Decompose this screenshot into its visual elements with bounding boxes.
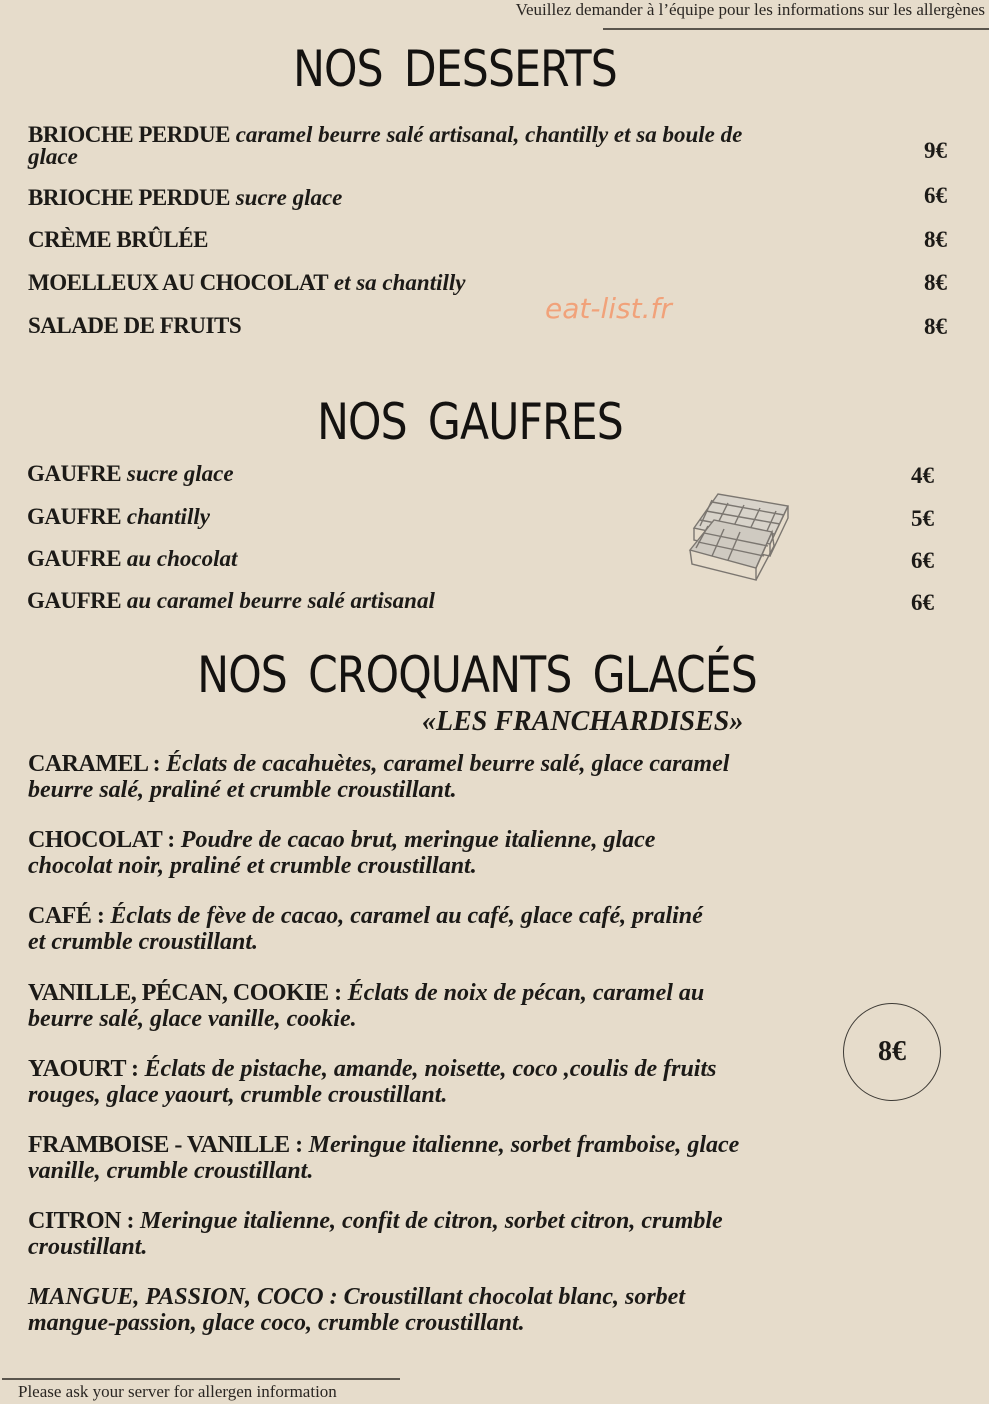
- gaufre-desc: sucre glace: [126, 461, 234, 486]
- croquant-item: [28, 1284, 828, 1336]
- croquant-desc-cont: croustillant.: [28, 1234, 148, 1260]
- watermark: eat-list.fr: [545, 292, 672, 325]
- gaufre-name: GAUFRE: [27, 504, 122, 529]
- croquant-desc-cont: et crumble croustillant.: [28, 929, 259, 955]
- gaufre-price: 6€: [911, 548, 934, 573]
- croquant-desc: Poudre de cacao brut, meringue italienne, glace: [180, 827, 656, 853]
- croquant-item: [28, 827, 828, 879]
- croquant-desc-cont: chocolat noir, praliné et crumble croustillant.: [28, 853, 477, 879]
- croquants-price-badge: 8€: [843, 1003, 941, 1101]
- croquant-desc: Éclats de pistache, amande, noisette, coco ,coulis de fruits: [144, 1056, 717, 1082]
- gaufre-price: 6€: [911, 590, 934, 615]
- desserts-title: NOS DESSERTS: [293, 40, 617, 98]
- croquant-desc-cont: beurre salé, praliné et crumble croustillant.: [28, 777, 457, 803]
- gaufre-desc: au caramel beurre salé artisanal: [126, 588, 435, 613]
- gaufre-name: GAUFRE: [27, 546, 122, 571]
- gaufres-title: NOS GAUFRES: [317, 393, 623, 451]
- croquant-name: VANILLE, PÉCAN, COOKIE :: [28, 980, 342, 1006]
- gaufre-item: [27, 506, 210, 528]
- gaufre-price: 4€: [911, 463, 934, 488]
- croquant-item: [28, 1056, 828, 1108]
- gaufre-desc: chantilly: [126, 504, 210, 529]
- gaufre-name: GAUFRE: [27, 461, 122, 486]
- dessert-name: CRÈME BRÛLÉE: [28, 227, 208, 252]
- croquant-name: CARAMEL :: [28, 751, 161, 777]
- croquants-title: NOS CROQUANTS GLACÉS: [197, 646, 757, 704]
- waffle-icon: [684, 480, 796, 584]
- dessert-price: 8€: [924, 227, 947, 252]
- bottom-divider: [2, 1378, 400, 1380]
- dessert-price: 8€: [924, 314, 947, 339]
- croquant-item: [28, 751, 828, 803]
- croquant-desc: Croustillant chocolat blanc, sorbet: [343, 1284, 685, 1310]
- croquant-desc: Éclats de noix de pécan, caramel au: [347, 980, 705, 1006]
- croquant-name: CHOCOLAT :: [28, 827, 175, 853]
- croquant-desc: Éclats de cacahuètes, caramel beurre salé, glace caramel: [166, 751, 730, 777]
- gaufre-item: [27, 548, 237, 570]
- dessert-desc: caramel beurre salé artisanal, chantilly et sa boule de: [235, 122, 743, 147]
- dessert-desc-cont: glace: [28, 144, 78, 169]
- croquant-name: YAOURT :: [28, 1056, 139, 1082]
- croquant-desc-cont: rouges, glace yaourt, crumble croustillant.: [28, 1082, 448, 1108]
- gaufre-desc: au chocolat: [126, 546, 238, 571]
- dessert-item: [28, 187, 342, 209]
- croquant-desc: Meringue italienne, sorbet framboise, glace: [308, 1132, 740, 1158]
- gaufre-price: 5€: [911, 506, 934, 531]
- croquant-desc-cont: vanille, crumble croustillant.: [28, 1158, 314, 1184]
- dessert-desc: sucre glace: [235, 185, 343, 210]
- croquant-name: FRAMBOISE - VANILLE :: [28, 1132, 303, 1158]
- dessert-item: [28, 272, 465, 294]
- croquants-subtitle: «LES FRANCHARDISES»: [422, 706, 744, 737]
- dessert-price: 9€: [924, 138, 947, 163]
- dessert-name: BRIOCHE PERDUE: [28, 185, 230, 210]
- gaufre-name: GAUFRE: [27, 588, 122, 613]
- allergen-note-english: Please ask your server for allergen information: [18, 1382, 337, 1401]
- croquant-desc-cont: beurre salé, glace vanille, cookie.: [28, 1006, 357, 1032]
- croquant-desc: Éclats de fève de cacao, caramel au café, glace café, praliné: [110, 903, 703, 929]
- croquant-item: [28, 903, 828, 955]
- dessert-item: [28, 315, 241, 337]
- croquant-desc: Meringue italienne, confit de citron, sorbet citron, crumble: [140, 1208, 723, 1234]
- dessert-item: [28, 229, 208, 251]
- croquant-item: [28, 1132, 828, 1184]
- dessert-name: BRIOCHE PERDUE: [28, 122, 230, 147]
- dessert-desc: et sa chantilly: [333, 270, 466, 295]
- gaufre-item: [27, 463, 234, 485]
- gaufre-item: [27, 590, 435, 612]
- croquant-name: MANGUE, PASSION, COCO :: [28, 1284, 338, 1310]
- croquant-name: CITRON :: [28, 1208, 135, 1234]
- croquant-desc-cont: mangue-passion, glace coco, crumble croustillant.: [28, 1310, 525, 1336]
- croquant-item: [28, 1208, 828, 1260]
- dessert-price: 8€: [924, 270, 947, 295]
- allergen-note-french: Veuillez demander à l’équipe pour les informations sur les allergènes: [515, 0, 985, 19]
- croquant-item: [28, 980, 828, 1032]
- top-divider: [603, 28, 989, 30]
- dessert-name: MOELLEUX AU CHOCOLAT: [28, 270, 329, 295]
- dessert-item: [28, 124, 742, 168]
- dessert-price: 6€: [924, 183, 947, 208]
- dessert-name: SALADE DE FRUITS: [28, 313, 242, 338]
- croquant-name: CAFÉ :: [28, 903, 105, 929]
